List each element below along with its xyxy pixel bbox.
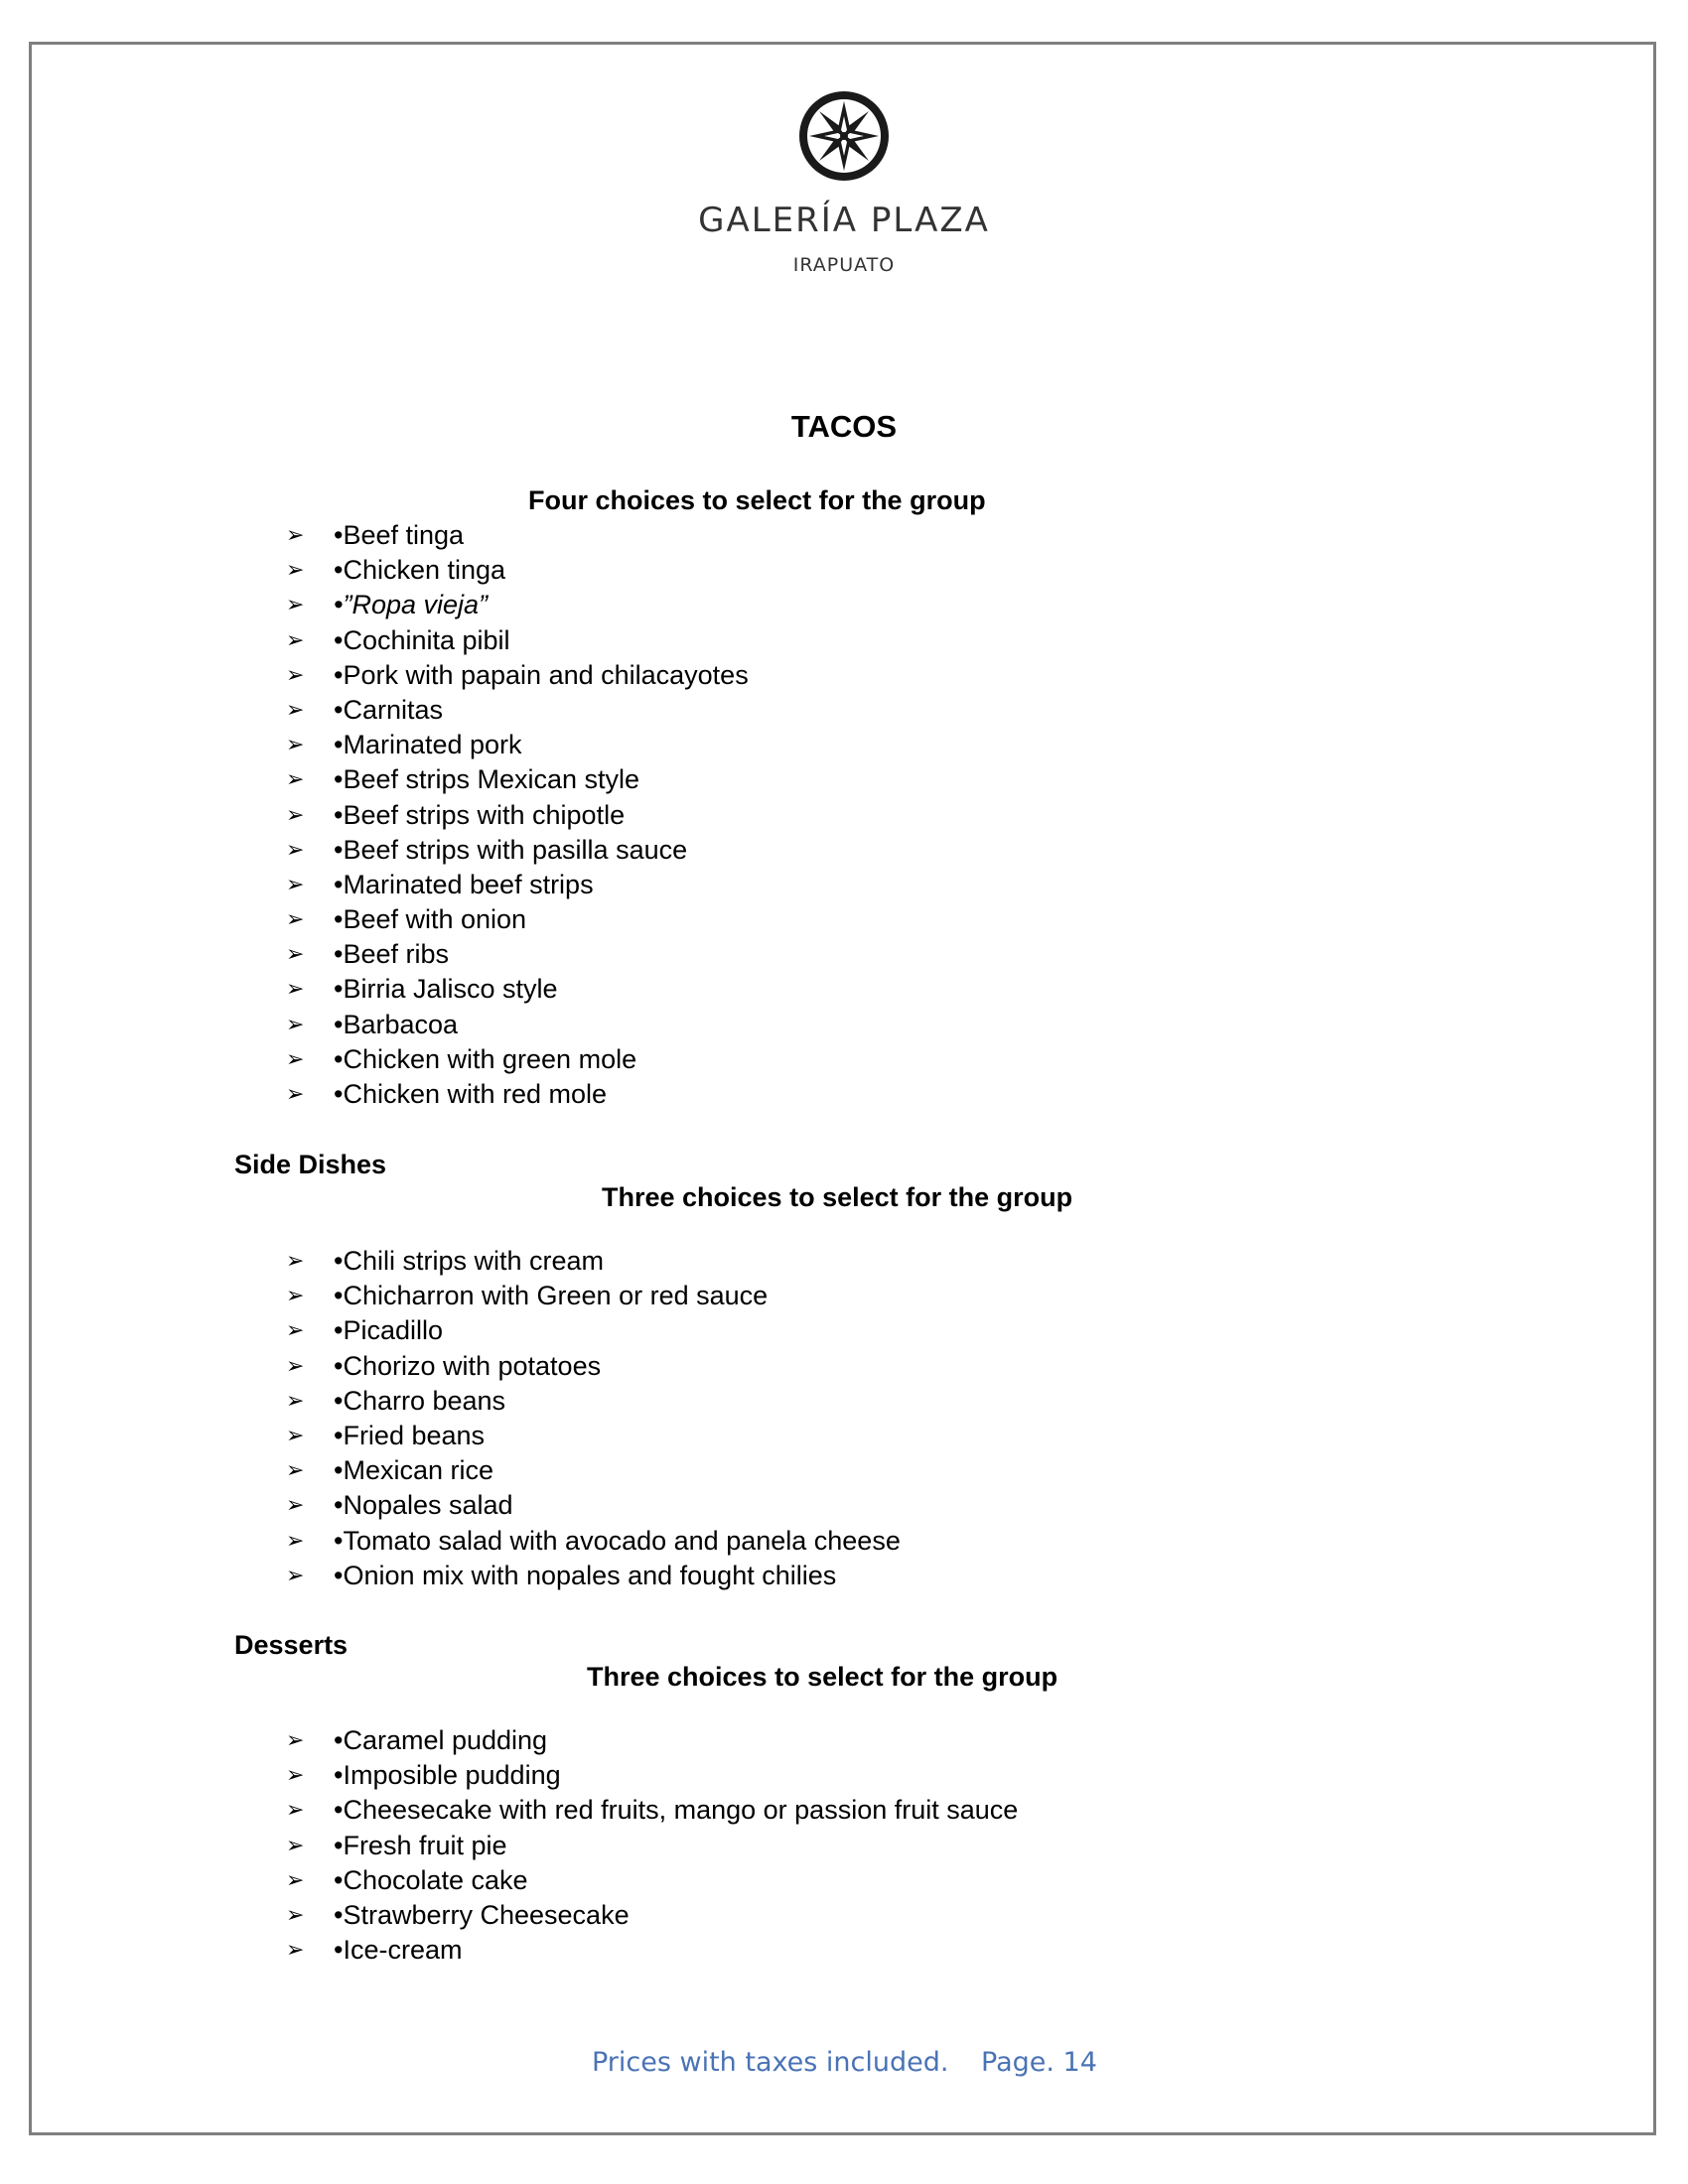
arrowhead-bullet-icon: ➢ [286, 697, 305, 723]
list-item [286, 1933, 1018, 1968]
list-item-label: •Beef strips with pasilla sauce [334, 834, 688, 865]
list-item-label: •Chicken with red mole [334, 1079, 608, 1109]
desserts-title: Desserts [234, 1630, 349, 1660]
arrowhead-bullet-icon: ➢ [286, 977, 305, 1003]
logo [675, 89, 1013, 288]
list-item [286, 1349, 901, 1384]
list-item [286, 1723, 1018, 1758]
logo-city: IRAPUATO [792, 254, 896, 276]
logo-name: GALERÍA PLAZA [698, 201, 990, 240]
list-item-label: •Fresh fruit pie [334, 1830, 507, 1860]
list-item-label: •Marinated beef strips [334, 869, 594, 899]
list-item-label: •Tomato salad with avocado and panela cheese [334, 1525, 901, 1556]
list-item [286, 1758, 1018, 1793]
list-item [286, 1524, 901, 1559]
list-item-label: •Chicken tinga [334, 555, 506, 586]
list-item [286, 1279, 901, 1313]
tacos-list [286, 518, 749, 1112]
list-item [286, 868, 749, 902]
arrowhead-bullet-icon: ➢ [286, 1046, 305, 1072]
list-item [286, 937, 749, 972]
list-item [286, 1313, 901, 1348]
list-item-label: •Chorizo with potatoes [334, 1350, 602, 1381]
list-item-label: •Fried beans [334, 1420, 486, 1450]
list-item [286, 658, 749, 693]
arrowhead-bullet-icon: ➢ [286, 1012, 305, 1037]
arrowhead-bullet-icon: ➢ [286, 662, 305, 688]
arrowhead-bullet-icon: ➢ [286, 1284, 305, 1309]
list-item-label: •Pork with papain and chilacayotes [334, 659, 749, 690]
list-item-label: •Beef tinga [334, 520, 465, 550]
list-item-label: •Beef with onion [334, 904, 527, 935]
list-item [286, 553, 749, 588]
list-item [286, 1559, 901, 1593]
page-number: Page. 14 [981, 2047, 1097, 2078]
arrowhead-bullet-icon: ➢ [286, 1353, 305, 1379]
list-item [286, 1863, 1018, 1898]
list-item [286, 693, 749, 728]
list-item [286, 1008, 749, 1042]
arrowhead-bullet-icon: ➢ [286, 1563, 305, 1588]
arrowhead-bullet-icon: ➢ [286, 523, 305, 548]
list-item [286, 1384, 901, 1419]
arrowhead-bullet-icon: ➢ [286, 1728, 305, 1753]
list-item-label: •Beef strips Mexican style [334, 764, 640, 795]
list-item-label: •”Ropa vieja” [334, 590, 489, 620]
list-item-label: •Ice-cream [334, 1935, 463, 1966]
arrowhead-bullet-icon: ➢ [286, 907, 305, 933]
list-item-label: •Onion mix with nopales and fought chilies [334, 1560, 837, 1590]
arrowhead-bullet-icon: ➢ [286, 558, 305, 584]
arrowhead-bullet-icon: ➢ [286, 1388, 305, 1414]
list-item-label: •Picadillo [334, 1315, 444, 1346]
desserts-list [286, 1723, 1018, 1968]
arrowhead-bullet-icon: ➢ [286, 1249, 305, 1274]
page-title: TACOS [790, 409, 898, 444]
list-item-label: •Mexican rice [334, 1455, 493, 1486]
list-item [286, 1793, 1018, 1828]
list-item [286, 833, 749, 868]
list-item-label: •Chicken with green mole [334, 1043, 637, 1074]
list-item [286, 1453, 901, 1488]
arrowhead-bullet-icon: ➢ [286, 1493, 305, 1519]
arrowhead-bullet-icon: ➢ [286, 1528, 305, 1554]
arrowhead-bullet-icon: ➢ [286, 872, 305, 897]
side-dishes-subheading: Three choices to select for the group [602, 1182, 1073, 1212]
list-item-label: •Imposible pudding [334, 1760, 561, 1791]
arrowhead-bullet-icon: ➢ [286, 627, 305, 653]
arrowhead-bullet-icon: ➢ [286, 733, 305, 758]
list-item-label: •Chocolate cake [334, 1864, 528, 1895]
list-item-label: •Marinated pork [334, 730, 522, 760]
arrowhead-bullet-icon: ➢ [286, 1833, 305, 1858]
list-item-label: •Charro beans [334, 1385, 506, 1416]
arrowhead-bullet-icon: ➢ [286, 1458, 305, 1484]
arrowhead-bullet-icon: ➢ [286, 767, 305, 793]
arrowhead-bullet-icon: ➢ [286, 1763, 305, 1789]
tacos-subheading: Four choices to select for the group [528, 485, 986, 515]
list-item-label: •Strawberry Cheesecake [334, 1899, 630, 1930]
list-item-label: •Caramel pudding [334, 1725, 548, 1755]
list-item [286, 1244, 901, 1279]
list-item-label: •Chili strips with cream [334, 1246, 605, 1276]
arrowhead-bullet-icon: ➢ [286, 1798, 305, 1824]
arrowhead-bullet-icon: ➢ [286, 802, 305, 828]
list-item [286, 518, 749, 553]
list-item-label: •Beef strips with chipotle [334, 799, 626, 830]
list-item [286, 1898, 1018, 1933]
list-item [286, 1077, 749, 1112]
list-item-label: •Beef ribs [334, 939, 450, 970]
side-dishes-list [286, 1244, 901, 1593]
side-dishes-title: Side Dishes [234, 1150, 387, 1179]
list-item [286, 728, 749, 762]
arrowhead-bullet-icon: ➢ [286, 1082, 305, 1107]
list-item [286, 1419, 901, 1453]
arrowhead-bullet-icon: ➢ [286, 1902, 305, 1928]
list-item-label: •Cheesecake with red fruits, mango or passion fruit sauce [334, 1795, 1019, 1826]
desserts-subheading: Three choices to select for the group [587, 1662, 1058, 1692]
arrowhead-bullet-icon: ➢ [286, 1938, 305, 1964]
list-item-label: •Chicharron with Green or red sauce [334, 1281, 769, 1311]
arrowhead-bullet-icon: ➢ [286, 1423, 305, 1448]
list-item-label: •Nopales salad [334, 1490, 513, 1521]
list-item [286, 588, 749, 622]
arrowhead-bullet-icon: ➢ [286, 837, 305, 863]
footer-note: Prices with taxes included. [592, 2047, 949, 2078]
list-item [286, 1042, 749, 1077]
list-item-label: •Cochinita pibil [334, 624, 510, 655]
list-item [286, 623, 749, 658]
list-item [286, 1829, 1018, 1863]
arrowhead-bullet-icon: ➢ [286, 1867, 305, 1893]
list-item-label: •Birria Jalisco style [334, 974, 558, 1005]
list-item [286, 762, 749, 797]
arrowhead-bullet-icon: ➢ [286, 942, 305, 968]
list-item-label: •Carnitas [334, 694, 443, 725]
star-emblem-icon [797, 89, 891, 183]
list-item [286, 1488, 901, 1523]
list-item [286, 972, 749, 1007]
list-item [286, 798, 749, 833]
list-item-label: •Barbacoa [334, 1009, 459, 1039]
arrowhead-bullet-icon: ➢ [286, 1318, 305, 1344]
arrowhead-bullet-icon: ➢ [286, 593, 305, 618]
list-item [286, 902, 749, 937]
